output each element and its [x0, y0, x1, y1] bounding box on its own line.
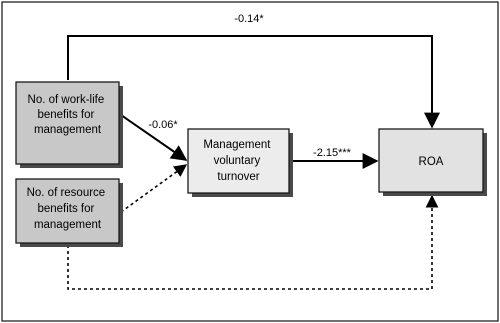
turnover-line-2: voluntary — [213, 155, 261, 167]
turnover-line-1: Management — [203, 139, 271, 151]
turnover-line-3: turnover — [217, 171, 260, 183]
work-life-line-2: benefits for — [37, 109, 95, 121]
coef-turnover-to-roa: -2.15*** — [313, 147, 351, 159]
coef-worklife-to-roa: -0.14* — [234, 13, 264, 25]
node-resource-benefits — [16, 179, 123, 247]
path-resource-to-turnover — [121, 165, 186, 212]
svg-text:No. of resource benefits — [27, 187, 109, 231]
resource-line-2: benefits for — [37, 203, 95, 215]
work-life-line-1: No. of work-life — [27, 94, 105, 106]
resource-line-1: No. of resource — [26, 187, 106, 199]
node-roa — [379, 129, 487, 196]
roa-label: ROA — [418, 156, 444, 168]
node-work-life-benefits — [16, 82, 123, 168]
resource-line-3: management — [33, 219, 102, 231]
node-management-turnover — [188, 129, 293, 197]
coef-worklife-to-turnover: -0.06* — [148, 119, 178, 131]
svg-text:No. of work-life benefit — [28, 94, 108, 136]
work-life-line-3: management — [33, 124, 102, 136]
